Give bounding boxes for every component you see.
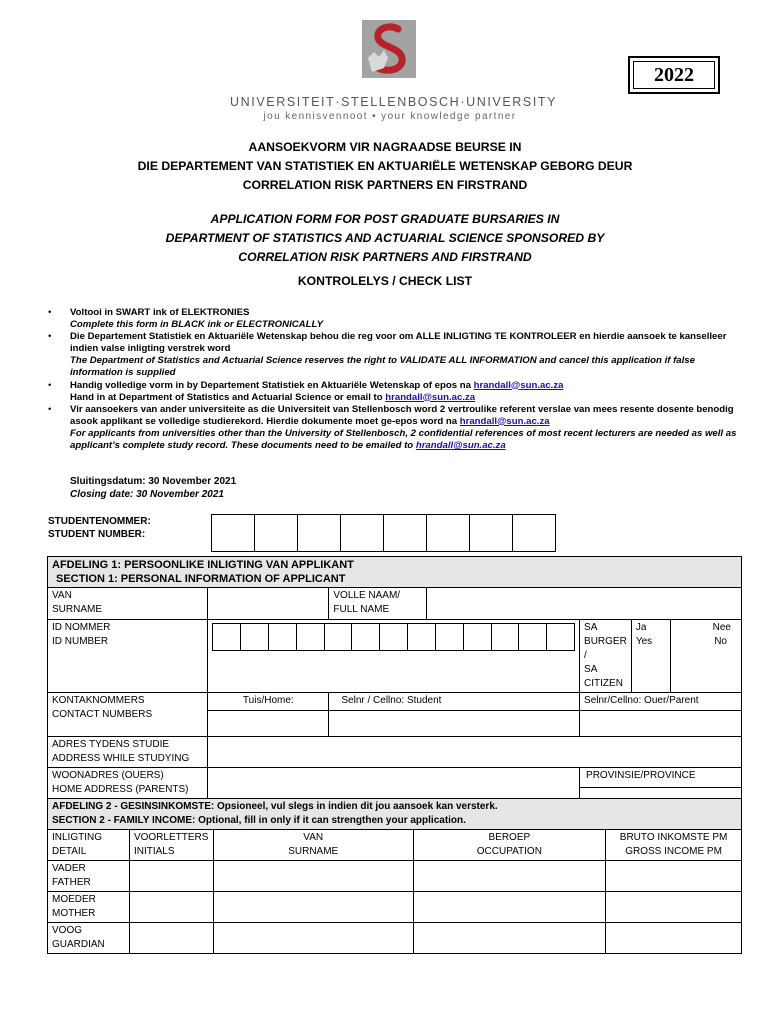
section1-header: AFDELING 1: PERSOONLIKE INLIGTING VAN APPLIKANT SECTION 1: PERSONAL INFORMATION OF APPLICANT [48, 557, 742, 588]
col-surname: VAN SURNAME [213, 830, 413, 861]
university-tagline: jou kennisvennoot • your knowledge partner [263, 111, 517, 122]
col-income: BRUTO INKOMSTE PM GROSS INCOME PM [606, 830, 742, 861]
digit-box[interactable] [298, 515, 341, 551]
checklist-heading: KONTROLELYS / CHECK LIST [297, 274, 473, 288]
title-afrikaans [60, 138, 710, 195]
checklist-item: • Voltooi in SWART ink of ELEKTRONIES Complete this form in BLACK ink or ELECTRONICALLY [48, 307, 323, 331]
cell-student-label: Selnr / Cellno: Student [329, 693, 580, 711]
occupation-field[interactable] [413, 923, 606, 954]
title-af-line3: CORRELATION RISK PARTNERS EN FIRSTRAND [242, 178, 528, 192]
surname-field[interactable] [213, 892, 413, 923]
digit-box[interactable] [513, 515, 555, 551]
digit-box[interactable] [470, 515, 513, 551]
surname-field[interactable] [213, 861, 413, 892]
section2-header: AFDELING 2 - GESINSINKOMSTE: Opsioneel, vul slegs in indien dit jou aansoek kan versterk. SECTION 2 - FAMILY INCOME: Optional, fill in only if it can strengthen your application. [48, 799, 742, 830]
study-address-field[interactable] [208, 737, 742, 768]
university-name: UNIVERSITEIT·STELLENBOSCH·UNIVERSITY [230, 95, 558, 109]
title-af-line1: AANSOEKVORM VIR NAGRAADSE BEURSE IN [248, 140, 522, 154]
student-number-boxes[interactable] [211, 514, 556, 552]
table-row [48, 892, 742, 923]
digit-box[interactable] [384, 515, 427, 551]
section2-table [47, 798, 742, 954]
email-link[interactable]: hrandall@sun.ac.za [459, 415, 550, 427]
province-label: PROVINSIE/PROVINCE [580, 768, 741, 788]
university-logo [362, 20, 416, 78]
year-box [628, 56, 720, 94]
checklist [48, 307, 738, 452]
title-en-line3: CORRELATION RISK PARTNERS AND FIRSTRAND [238, 250, 532, 264]
home-phone-label: Tuis/Home: [208, 693, 329, 711]
fullname-label: VOLLE NAAM/ FULL NAME [329, 588, 426, 620]
digit-box[interactable] [341, 515, 384, 551]
citizen-label: SA BURGER / SA CITIZEN [580, 620, 632, 693]
checklist-item: • Vir aansoekers van ander universiteite as die Universiteit van Stellenbosch word 2 vertroulike referent verslae van mees resente dosente benodig asook applikant se volledige studierekord. Hierdie dokumente moet ge-epos word na hrandall@sun.ac.za For applicants from universities other than the University of Stellenbosch, 2 confidential references of most recent lecturers are needed as well as applicant’s complete study record. These documents need to be emailed to hrandall@sun.ac.za [48, 403, 737, 452]
id-number-field[interactable] [208, 620, 580, 693]
email-link[interactable]: hrandall@sun.ac.za [473, 379, 564, 391]
title-en-line2: DEPARTMENT OF STATISTICS AND ACTUARIAL SCIENCE SPONSORED BY [165, 231, 605, 245]
checklist-item: • Die Departement Statistiek en Aktuariële Wetenskap behou die reg voor om ALLE INLIGTING TE KONTROLEER en hierdie aansoek te kanselleer indien valse inligting verstrek word The Department of Statistics and Actuarial Science reserves the right to VALIDATE ALL INFORMATION and cancel this application if false information is supplied [48, 331, 727, 379]
cell-parent-label: Selnr/Cellno: Ouer/Parent [580, 693, 742, 711]
section1-table [47, 556, 742, 817]
study-address-label: ADRES TYDENS STUDIE ADDRESS WHILE STUDYING [48, 737, 208, 768]
citizen-no[interactable]: Nee No [671, 620, 742, 693]
closing-date: Sluitingsdatum: 30 November 2021 Closing date: 30 November 2021 [70, 476, 237, 500]
income-field[interactable] [606, 861, 742, 892]
occupation-field[interactable] [413, 861, 606, 892]
row-label: VADER FATHER [48, 861, 130, 892]
citizen-yes[interactable]: Ja Yes [631, 620, 670, 693]
id-label: ID NOMMER ID NUMBER [48, 620, 208, 693]
title-english [60, 210, 710, 267]
surname-label: VAN SURNAME [48, 588, 208, 620]
income-field[interactable] [606, 892, 742, 923]
cell-parent-field[interactable] [580, 711, 742, 737]
income-field[interactable] [606, 923, 742, 954]
digit-box[interactable] [255, 515, 298, 551]
initials-field[interactable] [129, 892, 213, 923]
table-row [48, 923, 742, 954]
row-label: VOOG GUARDIAN [48, 923, 130, 954]
row-label: MOEDER MOTHER [48, 892, 130, 923]
surname-field[interactable] [208, 588, 329, 620]
initials-field[interactable] [129, 923, 213, 954]
title-en-line1: APPLICATION FORM FOR POST GRADUATE BURSARIES IN [210, 212, 560, 226]
year-label: 2022 [633, 61, 715, 89]
digit-box[interactable] [212, 515, 255, 551]
home-address-label: WOONADRES (OUERS) HOME ADDRESS (PARENTS) [48, 768, 208, 817]
cell-student-field[interactable] [329, 711, 580, 737]
fullname-field[interactable] [426, 588, 741, 620]
initials-field[interactable] [129, 861, 213, 892]
email-link[interactable]: hrandall@sun.ac.za [415, 440, 506, 452]
email-link[interactable]: hrandall@sun.ac.za [385, 391, 476, 403]
surname-field[interactable] [213, 923, 413, 954]
col-info: INLIGTING DETAIL [48, 830, 130, 861]
digit-box[interactable] [427, 515, 470, 551]
occupation-field[interactable] [413, 892, 606, 923]
table-row [48, 861, 742, 892]
student-number-label: STUDENTENOMMER: STUDENT NUMBER: [48, 516, 151, 540]
col-occupation: BEROEP OCCUPATION [413, 830, 606, 861]
checklist-item: • Handig volledige vorm in by Departement Statistiek en Aktuariële Wetenskap of epos na hrandall@sun.ac.za Hand in at Department of Statistics and Actuarial Science or email to hrandall@sun.ac.za [48, 379, 564, 403]
col-initials: VOORLETTERS INITIALS [129, 830, 213, 861]
title-af-line2: DIE DEPARTEMENT VAN STATISTIEK EN AKTUARIËLE WETENSKAP GEBORG DEUR [137, 159, 633, 173]
home-phone-field[interactable] [208, 711, 329, 737]
contact-label: KONTAKNOMMERS CONTACT NUMBERS [48, 693, 208, 737]
